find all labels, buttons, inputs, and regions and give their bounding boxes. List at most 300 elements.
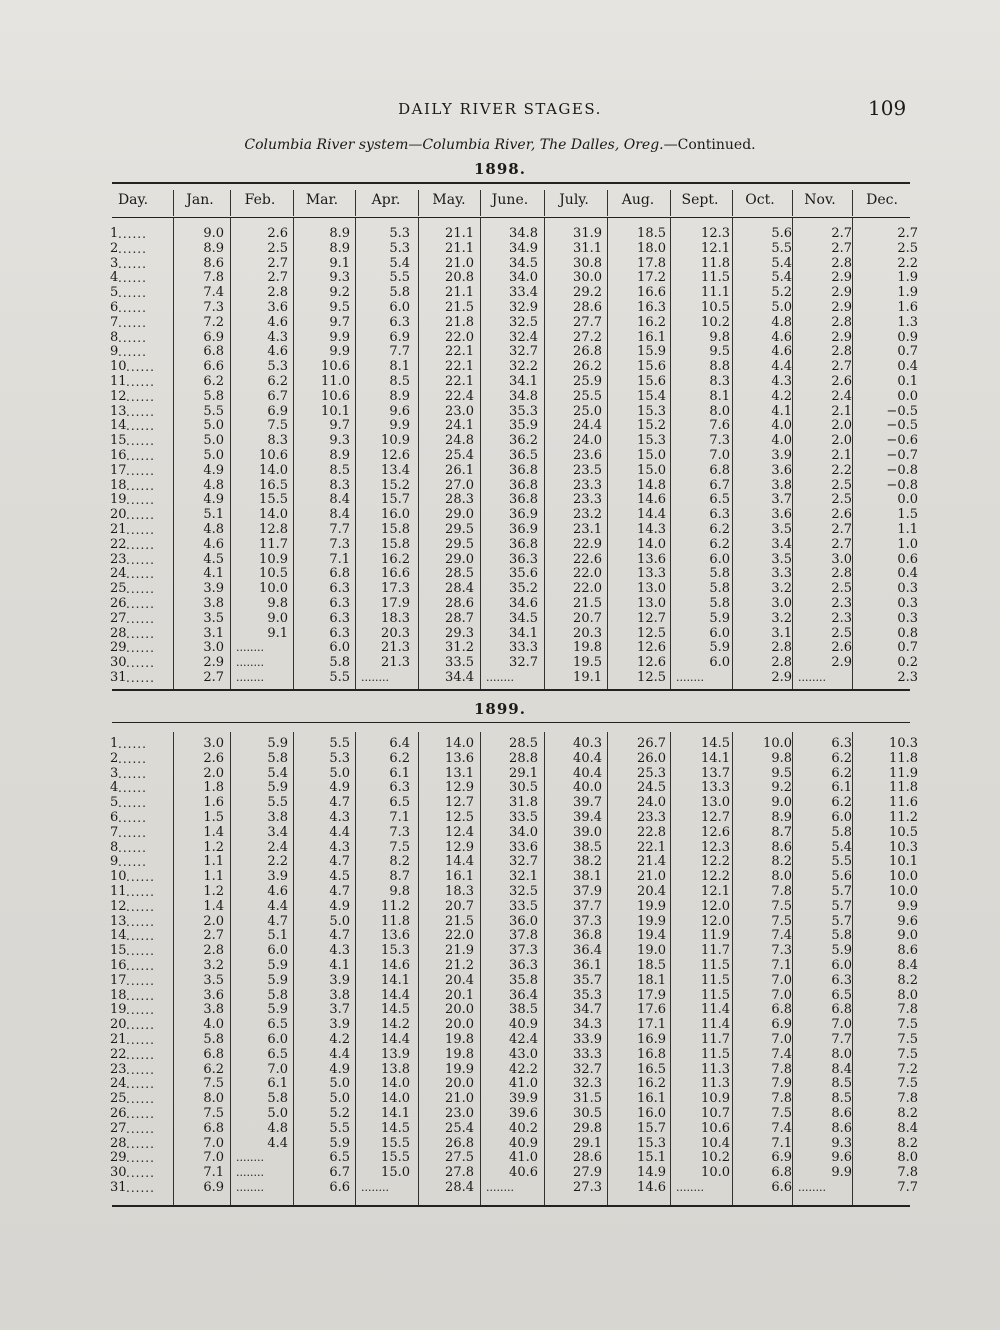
column-divider — [418, 218, 419, 689]
stage-value: 37.3 — [509, 943, 538, 959]
stage-value: 30.5 — [509, 780, 538, 796]
day-number: 17 — [110, 972, 127, 988]
stage-value: 5.7 — [831, 898, 852, 914]
stage-value: 7.5 — [897, 1017, 918, 1033]
stage-value: 4.2 — [329, 1032, 350, 1047]
stage-value: 7.4 — [771, 928, 792, 944]
stage-value: 2.7 — [203, 670, 224, 685]
stage-value: 5.0 — [329, 765, 350, 781]
stage-value: 9.3 — [329, 433, 350, 449]
leader-dots: ...... — [126, 671, 155, 685]
stage-value: 5.8 — [831, 824, 852, 840]
stage-value: 28.3 — [445, 492, 474, 508]
stage-value: 26.0 — [637, 750, 666, 766]
stage-value: 1.9 — [897, 285, 918, 301]
stage-value: 41.0 — [509, 1150, 538, 1166]
stage-value: 9.8 — [771, 750, 792, 766]
stage-value: 3.0 — [203, 640, 224, 656]
stage-value: 7.7 — [897, 1180, 918, 1195]
stage-value: 5.9 — [267, 958, 288, 973]
stage-value: 23.0 — [445, 1106, 474, 1121]
stage-value: 5.6 — [831, 869, 852, 885]
stage-value: 29.0 — [445, 507, 474, 523]
stage-value: 28.4 — [445, 1180, 474, 1195]
stage-value: 18.5 — [637, 958, 666, 973]
stage-value: 7.4 — [771, 1046, 792, 1062]
stage-value: 2.6 — [831, 374, 852, 389]
stage-value: 12.1 — [701, 884, 730, 899]
stage-value: 7.0 — [771, 972, 792, 988]
stage-value: 2.7 — [897, 226, 918, 241]
header-top-rule — [112, 182, 910, 184]
stage-value: 36.2 — [509, 433, 538, 449]
stage-value: 23.6 — [573, 448, 602, 463]
stage-value: 0.7 — [897, 344, 918, 360]
stage-value: 22.4 — [445, 388, 474, 404]
stage-value: 5.8 — [709, 596, 730, 611]
day-number: 19 — [110, 1002, 127, 1018]
stage-value: 11.6 — [889, 795, 918, 811]
stage-value: 6.8 — [203, 1046, 224, 1062]
stage-value: 2.5 — [267, 240, 288, 256]
stage-value: 5.9 — [267, 1002, 288, 1018]
stage-value: 16.2 — [637, 314, 666, 330]
empty-cell-dots: ........ — [676, 1181, 704, 1194]
stage-value: 7.8 — [897, 1002, 918, 1018]
stage-value: 5.8 — [709, 581, 730, 597]
stage-value: 6.0 — [709, 655, 730, 671]
stage-value: 12.6 — [637, 655, 666, 671]
stage-value: 10.0 — [763, 736, 792, 751]
stage-value: 10.7 — [701, 1106, 730, 1121]
stage-value: 10.6 — [321, 359, 350, 375]
stage-value: 0.3 — [897, 581, 918, 597]
stage-value: 8.5 — [831, 1091, 852, 1107]
day-number: 5 — [110, 285, 119, 301]
stage-value: 35.6 — [509, 566, 538, 582]
leader-dots: ...... — [126, 508, 155, 523]
stage-value: 7.0 — [771, 987, 792, 1003]
stage-value: 19.0 — [637, 943, 666, 959]
stage-value: 12.6 — [637, 640, 666, 656]
stage-value: 21.1 — [445, 226, 474, 241]
stage-value: 33.5 — [445, 655, 474, 671]
leader-dots: ...... — [126, 1121, 155, 1136]
stage-value: 2.8 — [203, 943, 224, 959]
header-column-divider — [792, 190, 793, 216]
leader-dots: ...... — [126, 419, 155, 434]
leader-dots: ...... — [118, 840, 147, 855]
stage-value: 16.1 — [637, 329, 666, 345]
stage-value: 2.0 — [831, 433, 852, 449]
stage-value: 8.4 — [897, 1120, 918, 1136]
stage-value: 35.2 — [509, 581, 538, 597]
stage-value: 4.4 — [267, 898, 288, 914]
column-divider — [230, 732, 231, 1205]
stage-value: 11.9 — [889, 765, 918, 781]
stage-value: 6.8 — [831, 1002, 852, 1018]
stage-value: 40.0 — [573, 780, 602, 796]
stage-value: 14.1 — [381, 1106, 410, 1121]
stage-value: 18.5 — [637, 226, 666, 241]
stage-value: 7.5 — [897, 1076, 918, 1092]
stage-value: 1.5 — [203, 810, 224, 825]
leader-dots: ...... — [126, 641, 155, 656]
stage-value: 11.8 — [889, 750, 918, 766]
stage-value: 34.5 — [509, 255, 538, 271]
stage-value: 8.3 — [329, 477, 350, 493]
leader-dots: ...... — [126, 1092, 155, 1107]
section-1899-top-rule — [112, 722, 910, 723]
day-number: 23 — [110, 551, 127, 567]
stage-value: 35.7 — [573, 972, 602, 988]
stage-value: 11.7 — [701, 943, 730, 959]
stage-value: 17.6 — [637, 1002, 666, 1018]
stage-value: 8.6 — [203, 255, 224, 271]
stage-value: 5.0 — [329, 1076, 350, 1092]
stage-value: 9.3 — [831, 1135, 852, 1151]
stage-value: 6.0 — [831, 958, 852, 973]
leader-dots: ...... — [126, 567, 155, 582]
empty-cell-dots: ........ — [676, 671, 704, 684]
column-divider — [852, 732, 853, 1205]
year-heading-1899: 1899. — [474, 700, 526, 718]
stage-value: 4.5 — [203, 551, 224, 567]
stage-value: 2.8 — [831, 255, 852, 271]
stage-value: 2.0 — [203, 765, 224, 781]
stage-value: 7.9 — [771, 1076, 792, 1092]
stage-value: 24.8 — [445, 433, 474, 449]
stage-value: 28.6 — [573, 300, 602, 315]
section-1898-bottom-rule — [112, 689, 910, 691]
stage-value: 12.2 — [701, 869, 730, 885]
leader-dots: ...... — [126, 478, 155, 493]
stage-value: 9.1 — [329, 255, 350, 271]
stage-value: 2.0 — [203, 913, 224, 929]
stage-value: 15.6 — [637, 374, 666, 389]
stage-value: 3.8 — [329, 987, 350, 1003]
stage-value: 5.0 — [203, 448, 224, 463]
stage-value: 34.3 — [573, 1017, 602, 1033]
stage-value: 36.3 — [509, 551, 538, 567]
stage-value: 2.5 — [831, 492, 852, 508]
stage-value: 16.6 — [637, 285, 666, 301]
stage-value: 5.4 — [771, 255, 792, 271]
stage-value: 5.8 — [203, 1032, 224, 1047]
stage-value: 7.7 — [389, 344, 410, 360]
stage-value: 11.2 — [889, 810, 918, 825]
stage-value: 14.5 — [701, 736, 730, 751]
stage-value: 6.7 — [267, 388, 288, 404]
stage-value: 7.8 — [771, 1091, 792, 1107]
stage-value: 8.4 — [329, 507, 350, 523]
stage-value: 12.3 — [701, 839, 730, 855]
stage-value: 6.3 — [831, 972, 852, 988]
leader-dots: ...... — [126, 656, 155, 671]
stage-value: 9.6 — [389, 403, 410, 419]
stage-value: 15.2 — [381, 477, 410, 493]
column-divider — [792, 218, 793, 689]
stage-value: 38.1 — [573, 869, 602, 885]
stage-value: 22.1 — [445, 359, 474, 375]
stage-value: 28.6 — [445, 596, 474, 611]
empty-cell-dots: ........ — [236, 641, 264, 655]
day-number: 29 — [110, 640, 127, 656]
stage-value: 17.3 — [381, 581, 410, 597]
stage-value: 6.2 — [203, 1061, 224, 1077]
stage-value: 36.1 — [573, 958, 602, 973]
stage-value: 6.3 — [329, 581, 350, 597]
stage-value: 3.0 — [831, 551, 852, 567]
stage-value: 2.2 — [897, 255, 918, 271]
stage-value: 6.8 — [203, 1120, 224, 1136]
stage-value: 2.8 — [267, 285, 288, 301]
column-divider — [544, 732, 545, 1205]
header-column-divider — [355, 190, 356, 216]
stage-value: −0.8 — [886, 477, 918, 493]
stage-value: 3.5 — [771, 551, 792, 567]
stage-value: 12.3 — [701, 226, 730, 241]
running-head: DAILY RIVER STAGES. — [398, 100, 602, 118]
stage-value: 12.7 — [637, 610, 666, 626]
day-number: 7 — [110, 314, 119, 330]
stage-value: 12.8 — [259, 522, 288, 537]
stage-value: 7.2 — [203, 314, 224, 330]
stage-value: 20.0 — [445, 1017, 474, 1033]
stage-value: 3.6 — [771, 507, 792, 523]
stage-value: 21.0 — [445, 1091, 474, 1107]
stage-value: 8.3 — [267, 433, 288, 449]
column-divider — [732, 218, 733, 689]
stage-value: 39.0 — [573, 824, 602, 840]
stage-value: 7.8 — [203, 270, 224, 286]
stage-value: 30.8 — [573, 255, 602, 271]
stage-value: 34.8 — [509, 226, 538, 241]
stage-value: 32.4 — [509, 329, 538, 345]
stage-value: 3.6 — [267, 300, 288, 315]
stage-value: 34.0 — [509, 270, 538, 286]
stage-value: 6.0 — [389, 300, 410, 315]
day-number: 25 — [110, 1091, 127, 1107]
stage-value: 5.8 — [267, 1091, 288, 1107]
stage-value: 14.6 — [381, 958, 410, 973]
stage-value: 19.5 — [573, 655, 602, 671]
stage-value: 24.5 — [637, 780, 666, 796]
leader-dots: ...... — [126, 611, 155, 626]
stage-value: 13.6 — [381, 928, 410, 944]
stage-value: 23.3 — [573, 477, 602, 493]
stage-value: 6.2 — [389, 750, 410, 766]
stage-value: 43.0 — [509, 1046, 538, 1062]
stage-value: 29.1 — [573, 1135, 602, 1151]
stage-value: 21.9 — [445, 943, 474, 959]
stage-value: 7.7 — [831, 1032, 852, 1047]
stage-value: 36.9 — [509, 507, 538, 523]
stage-value: 3.1 — [771, 625, 792, 641]
stage-value: 14.4 — [445, 854, 474, 870]
empty-cell-dots: ........ — [236, 1166, 264, 1180]
stage-value: 8.6 — [831, 1106, 852, 1121]
leader-dots: ...... — [126, 434, 155, 449]
stage-value: 8.9 — [329, 240, 350, 256]
stage-value: 2.5 — [897, 240, 918, 256]
stage-value: 10.2 — [701, 314, 730, 330]
stage-value: 6.6 — [771, 1180, 792, 1195]
stage-value: 12.5 — [637, 670, 666, 685]
stage-value: 36.8 — [509, 462, 538, 478]
stage-value: 9.1 — [267, 625, 288, 641]
stage-value: 17.9 — [637, 987, 666, 1003]
stage-value: 7.1 — [329, 551, 350, 567]
stage-value: 7.3 — [329, 536, 350, 552]
stage-value: 19.8 — [445, 1046, 474, 1062]
stage-value: 21.1 — [445, 240, 474, 256]
stage-value: 19.1 — [573, 670, 602, 685]
stage-value: 8.5 — [389, 374, 410, 389]
day-number: 21 — [110, 522, 127, 537]
column-header-month: Nov. — [804, 192, 836, 208]
column-header-month: May. — [432, 192, 466, 208]
stage-value: 9.8 — [389, 884, 410, 899]
day-number: 30 — [110, 655, 127, 671]
stage-value: 11.3 — [701, 1061, 730, 1077]
day-number: 8 — [110, 329, 119, 345]
stage-value: 16.8 — [637, 1046, 666, 1062]
stage-value: 22.9 — [573, 536, 602, 552]
stage-value: 22.0 — [573, 581, 602, 597]
column-header-month: Apr. — [371, 192, 401, 208]
stage-value: 6.0 — [709, 551, 730, 567]
stage-value: 9.5 — [709, 344, 730, 360]
stage-value: 1.1 — [897, 522, 918, 537]
stage-value: 0.7 — [897, 640, 918, 656]
stage-value: 1.1 — [203, 869, 224, 885]
subtitle-italic: Columbia River system—Columbia River, The Dalles, Oreg. — [244, 137, 664, 153]
column-header-month: July. — [559, 192, 589, 208]
stage-value: 7.5 — [897, 1046, 918, 1062]
stage-value: 5.5 — [267, 795, 288, 811]
stage-value: 2.5 — [831, 477, 852, 493]
stage-value: 31.2 — [445, 640, 474, 656]
stage-value: 5.0 — [329, 1091, 350, 1107]
stage-value: 11.5 — [701, 958, 730, 973]
stage-value: 13.8 — [381, 1061, 410, 1077]
stage-value: 20.0 — [445, 1076, 474, 1092]
stage-value: 4.9 — [329, 780, 350, 796]
stage-value: 12.1 — [701, 240, 730, 256]
header-column-divider — [230, 190, 231, 216]
stage-value: 9.9 — [329, 329, 350, 345]
stage-value: 2.6 — [831, 640, 852, 656]
stage-value: 5.1 — [203, 507, 224, 523]
stage-value: 21.1 — [445, 285, 474, 301]
stage-value: 2.8 — [771, 655, 792, 671]
leader-dots: ...... — [118, 766, 147, 781]
stage-value: 5.3 — [329, 750, 350, 766]
stage-value: 14.6 — [637, 492, 666, 508]
stage-value: 5.9 — [267, 972, 288, 988]
stage-value: 7.3 — [709, 433, 730, 449]
day-number: 14 — [110, 418, 127, 434]
stage-value: 4.5 — [329, 869, 350, 885]
stage-value: 17.9 — [381, 596, 410, 611]
stage-value: 19.9 — [637, 913, 666, 929]
stage-value: 16.1 — [637, 1091, 666, 1107]
leader-dots: ...... — [118, 811, 147, 825]
column-divider — [852, 218, 853, 689]
header-bottom-rule — [112, 217, 910, 218]
stage-value: 3.7 — [329, 1002, 350, 1018]
stage-value: 21.5 — [445, 300, 474, 315]
stage-value: 6.3 — [389, 780, 410, 796]
stage-value: 4.9 — [203, 492, 224, 508]
stage-value: 9.6 — [831, 1150, 852, 1166]
stage-value: 15.3 — [637, 403, 666, 419]
day-number: 8 — [110, 839, 119, 855]
day-number: 31 — [110, 670, 127, 685]
stage-value: 34.6 — [509, 596, 538, 611]
stage-value: 5.7 — [831, 884, 852, 899]
stage-value: 7.1 — [203, 1165, 224, 1181]
stage-value: 7.1 — [771, 958, 792, 973]
stage-value: 5.8 — [329, 655, 350, 671]
stage-value: 2.5 — [831, 625, 852, 641]
leader-dots: ...... — [126, 1136, 155, 1151]
stage-value: 27.0 — [445, 477, 474, 493]
stage-value: 7.5 — [267, 418, 288, 434]
stage-value: 28.4 — [445, 581, 474, 597]
stage-value: 8.5 — [831, 1076, 852, 1092]
stage-value: 5.9 — [329, 1135, 350, 1151]
stage-value: 4.0 — [771, 418, 792, 434]
stage-value: 23.2 — [573, 507, 602, 523]
stage-value: 5.4 — [831, 839, 852, 855]
stage-value: 29.8 — [573, 1120, 602, 1136]
stage-value: 15.7 — [637, 1120, 666, 1136]
stage-value: 16.2 — [381, 551, 410, 567]
stage-value: 28.5 — [445, 566, 474, 582]
stage-value: 6.5 — [389, 795, 410, 811]
stage-value: 15.3 — [381, 943, 410, 959]
stage-value: 8.5 — [329, 462, 350, 478]
stage-value: 19.8 — [445, 1032, 474, 1047]
stage-value: 21.2 — [445, 958, 474, 973]
stage-value: 0.2 — [897, 655, 918, 671]
stage-value: 14.8 — [637, 477, 666, 493]
stage-value: 40.2 — [509, 1120, 538, 1136]
stage-value: 6.1 — [831, 780, 852, 796]
stage-value: 4.6 — [771, 329, 792, 345]
stage-value: 38.2 — [573, 854, 602, 870]
stage-value: 23.5 — [573, 462, 602, 478]
column-header-month: June. — [491, 192, 529, 208]
stage-value: 40.6 — [509, 1165, 538, 1181]
stage-value: 9.0 — [267, 610, 288, 626]
stage-value: 4.7 — [329, 928, 350, 944]
stage-value: 11.5 — [701, 972, 730, 988]
leader-dots: ...... — [118, 286, 147, 301]
stage-value: 21.8 — [445, 314, 474, 330]
stage-value: 3.0 — [771, 596, 792, 611]
column-header-month: Oct. — [745, 192, 775, 208]
stage-value: 23.1 — [573, 522, 602, 537]
leader-dots: ...... — [126, 1107, 155, 1121]
stage-value: 32.3 — [573, 1076, 602, 1092]
stage-value: 4.6 — [267, 884, 288, 899]
day-number: 11 — [110, 884, 127, 899]
stage-value: 20.0 — [445, 1002, 474, 1018]
stage-value: 8.0 — [203, 1091, 224, 1107]
